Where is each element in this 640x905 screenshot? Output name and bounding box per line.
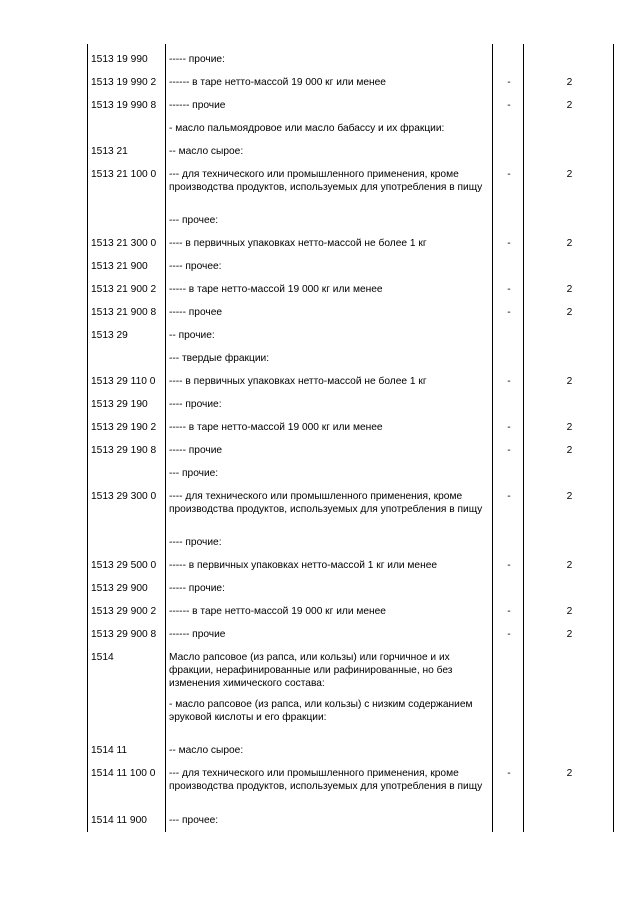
tnved-code-cell: 1513 19 990 2 [91, 77, 157, 88]
tnved-code-cell: 1513 29 190 [91, 399, 148, 410]
duty-rate-cell: 2 [566, 491, 573, 502]
description-cell: --- прочее: [169, 815, 219, 826]
table-row [87, 767, 614, 793]
description-cell: ----- прочие [169, 445, 223, 456]
tnved-code-cell: 1514 11 900 [91, 815, 147, 826]
description-cell: ---- для технического или промышленного применения, кроме производства продуктов, используемых для употребления в пищу [169, 491, 483, 515]
unit-cell: - [507, 376, 511, 387]
table-row [87, 398, 614, 411]
tnved-code-cell: 1514 11 [91, 745, 128, 756]
unit-cell: - [507, 445, 511, 456]
description-cell: - масло рапсовое (из рапса, или кользы) с низким содержанием эруковой кислоты и его фракции: [169, 699, 473, 723]
description-cell: ------ прочие [169, 629, 226, 640]
duty-rate-cell: 2 [566, 77, 573, 88]
description-cell: Масло рапсовое (из рапса, или кользы) или горчичное и их фракции, нерафинированные или рафинированные, но без изменения химического состава: [169, 652, 453, 689]
table-row [87, 168, 614, 194]
description-cell: ----- прочие: [169, 54, 225, 65]
table-row [87, 260, 614, 273]
tnved-code-cell: 1513 21 900 2 [91, 284, 157, 295]
tnved-code-cell: 1513 29 900 [91, 583, 148, 594]
table-row [87, 698, 614, 724]
description-cell: ---- в первичных упаковках нетто-массой не более 1 кг [169, 376, 427, 387]
table-row [87, 99, 614, 112]
table-row [87, 744, 614, 757]
table-row [87, 122, 614, 135]
table-row [87, 605, 614, 618]
description-cell: ----- в таре нетто-массой 19 000 кг или менее [169, 284, 383, 295]
unit-cell: - [507, 169, 511, 180]
tnved-code-cell: 1514 11 100 0 [91, 768, 156, 779]
table-row [87, 628, 614, 641]
unit-cell: - [507, 491, 511, 502]
tnved-code-cell: 1513 19 990 [91, 54, 148, 65]
tnved-code-cell: 1513 29 190 8 [91, 445, 157, 456]
table-row [87, 53, 614, 66]
tnved-code-cell: 1513 21 900 [91, 261, 148, 272]
unit-cell: - [507, 100, 511, 111]
table-row [87, 421, 614, 434]
duty-rate-cell: 2 [566, 284, 573, 295]
description-cell: ------ прочие [169, 100, 226, 111]
duty-rate-cell: 2 [566, 100, 573, 111]
tnved-code-cell: 1513 29 900 2 [91, 606, 157, 617]
table-row [87, 237, 614, 250]
table-row [87, 582, 614, 595]
table-row [87, 651, 614, 690]
description-cell: ---- в первичных упаковках нетто-массой не более 1 кг [169, 238, 427, 249]
unit-cell: - [507, 77, 511, 88]
description-cell: - масло пальмоядровое или масло бабассу и их фракции: [169, 123, 445, 134]
tnved-code-cell: 1513 21 [91, 146, 128, 157]
unit-cell: - [507, 307, 511, 318]
tnved-code-cell: 1513 29 190 2 [91, 422, 157, 433]
tnved-code-cell: 1513 21 100 0 [91, 169, 157, 180]
description-cell: ---- прочие: [169, 399, 222, 410]
tnved-code-cell: 1514 [91, 652, 114, 663]
table-row [87, 352, 614, 365]
duty-rate-cell: 2 [566, 560, 573, 571]
table-row [87, 490, 614, 516]
table-row [87, 444, 614, 457]
unit-cell: - [507, 606, 511, 617]
tnved-code-cell: 1513 29 [91, 330, 128, 341]
table-row [87, 536, 614, 549]
table-row [87, 306, 614, 319]
description-cell: --- прочее: [169, 215, 219, 226]
table-row [87, 214, 614, 227]
duty-rate-cell: 2 [566, 768, 573, 779]
description-cell: ----- прочее [169, 307, 223, 318]
duty-rate-cell: 2 [566, 307, 573, 318]
table-row [87, 375, 614, 388]
description-cell: ----- в таре нетто-массой 19 000 кг или менее [169, 422, 383, 433]
tnved-code-cell: 1513 21 300 0 [91, 238, 157, 249]
table-row [87, 467, 614, 480]
description-cell: ---- прочие: [169, 537, 222, 548]
duty-rate-cell: 2 [566, 169, 573, 180]
description-cell: --- для технического или промышленного применения, кроме производства продуктов, используемых для употребления в пищу [169, 768, 483, 792]
unit-cell: - [507, 284, 511, 295]
description-cell: ----- в первичных упаковках нетто-массой 1 кг или менее [169, 560, 438, 571]
table-row [87, 283, 614, 296]
tnved-code-cell: 1513 19 990 8 [91, 100, 157, 111]
table-row [87, 329, 614, 342]
unit-cell: - [507, 422, 511, 433]
duty-rate-cell: 2 [566, 238, 573, 249]
description-cell: -- масло сырое: [169, 745, 244, 756]
duty-rate-cell: 2 [566, 445, 573, 456]
tnved-code-cell: 1513 29 500 0 [91, 560, 157, 571]
unit-cell: - [507, 629, 511, 640]
duty-rate-cell: 2 [566, 422, 573, 433]
description-cell: -- масло сырое: [169, 146, 244, 157]
table-row [87, 76, 614, 89]
tnved-code-cell: 1513 29 300 0 [91, 491, 157, 502]
tnved-code-cell: 1513 21 900 8 [91, 307, 157, 318]
duty-rate-cell: 2 [566, 376, 573, 387]
unit-cell: - [507, 238, 511, 249]
tnved-code-cell: 1513 29 900 8 [91, 629, 157, 640]
description-cell: ----- прочие: [169, 583, 225, 594]
description-cell: ------ в таре нетто-массой 19 000 кг или менее [169, 606, 386, 617]
description-cell: ---- прочее: [169, 261, 222, 272]
unit-cell: - [507, 560, 511, 571]
description-cell: --- для технического или промышленного применения, кроме производства продуктов, используемых для употребления в пищу [169, 169, 483, 193]
table-row [87, 145, 614, 158]
description-cell: ------ в таре нетто-массой 19 000 кг или менее [169, 77, 386, 88]
duty-rate-cell: 2 [566, 629, 573, 640]
tnved-code-cell: 1513 29 110 0 [91, 376, 156, 387]
description-cell: --- прочие: [169, 468, 219, 479]
duty-rate-cell: 2 [566, 606, 573, 617]
description-cell: --- твердые фракции: [169, 353, 270, 364]
table-row [87, 559, 614, 572]
description-cell: -- прочие: [169, 330, 215, 341]
table-row [87, 814, 614, 827]
unit-cell: - [507, 768, 511, 779]
